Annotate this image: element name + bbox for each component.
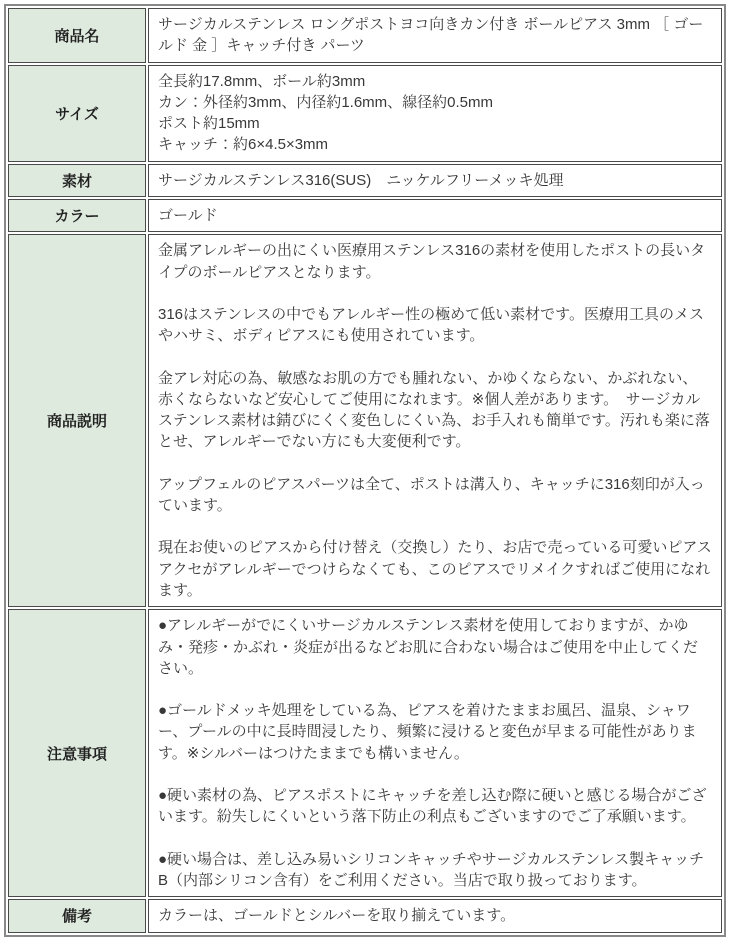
remarks-text: カラーは、ゴールドとシルバーを取り揃えています。 [158, 907, 516, 925]
product-name-text: サージカルステンレス ロングポストヨコ向きカン付き ボールピアス 3mm ［ ゴールド 金 ］キャッチ付き パーツ [158, 16, 704, 55]
row-header-description: 商品説明 [8, 234, 146, 607]
table-row-description [8, 234, 722, 607]
row-content-remarks [148, 899, 722, 932]
row-header-precautions: 注意事項 [8, 609, 146, 897]
row-content-size [148, 65, 722, 162]
product-spec-table [4, 4, 726, 937]
row-header-material: 素材 [8, 164, 146, 197]
description-paragraph: 金属アレルギーの出にくい医療用ステンレス316の素材を使用したポストの長いタイプのボールピアスとなります。 [158, 242, 706, 281]
table-row-product-name [8, 8, 722, 63]
description-paragraph: 現在お使いのピアスから付け替え（交換し）たり、お店で売っている可愛いピアスアクセがアレルギーでつけらなくても、このピアスでリメイクすればご使用になれます。 [158, 539, 712, 599]
row-header-color: カラー [8, 199, 146, 232]
row-content-material [148, 164, 722, 197]
size-line-post: ポスト約15mm [158, 115, 260, 133]
precaution-paragraph: ●硬い場合は、差し込み易いシリコンキャッチやサージカルステンレス製キャッチB（内部シリコン含有）をご利用ください。当店で取り扱っております。 [158, 850, 705, 889]
precaution-paragraph: ●硬い素材の為、ピアスポストにキャッチを差し込む際に硬いと感じる場合がございます。紛失しにくいという落下防止の利点もございますのでご了承願います。 [158, 787, 707, 826]
row-header-remarks: 備考 [8, 899, 146, 932]
size-line-catch: キャッチ：約6×4.5×3mm [158, 136, 329, 154]
precaution-paragraph: ●ゴールドメッキ処理をしている為、ピアスを着けたままお風呂、温泉、シャワー、プールの中に長時間浸したり、頻繁に浸けると変色が早まる可能性があります。※シルバーはつけたままでも構いません。 [158, 702, 697, 762]
table-row-precautions [8, 609, 722, 897]
description-paragraph: 金アレ対応の為、敏感なお肌の方でも腫れない、かゆくならない、かぶれない、赤くならないなど安心してご使用になれます。※個人差があります。 サージカルステンレス素材は錆びにくく変色しにくい為、お手入れも簡単です。汚れも楽に落とせ、アレルギーでない方にも大変便利です。 [158, 369, 710, 451]
table-row-remarks [8, 899, 722, 932]
color-text: ゴールド [158, 207, 218, 225]
table-row-size [8, 65, 722, 162]
row-content-precautions [148, 609, 722, 897]
table-row-color [8, 199, 722, 232]
size-line-total-length: 全長約17.8mm、ボール約3mm [158, 72, 366, 90]
row-header-product-name: 商品名 [8, 8, 146, 63]
row-header-size: サイズ [8, 65, 146, 162]
size-line-ring: カン：外径約3mm、内径約1.6mm、線径約0.5mm [158, 93, 494, 111]
precaution-paragraph: ●アレルギーがでにくいサージカルステンレス素材を使用しておりますが、かゆみ・発疹・かぶれ・炎症が出るなどお肌に合わない場合はご使用を中止してください。 [158, 617, 699, 677]
description-paragraph: アップフェルのピアスパーツは全て、ポストは溝入り、キャッチに316刻印が入っています。 [158, 475, 705, 515]
row-content-product-name [148, 8, 722, 63]
material-text: サージカルステンレス316(SUS) ニッケルフリーメッキ処理 [158, 171, 564, 189]
description-paragraph: 316はステンレスの中でもアレルギー性の極めて低い素材です。医療用工具のメスやハサミ、ボディピアスにも使用されています。 [158, 305, 704, 345]
row-content-color [148, 199, 722, 232]
table-row-material [8, 164, 722, 197]
row-content-description [148, 234, 722, 607]
